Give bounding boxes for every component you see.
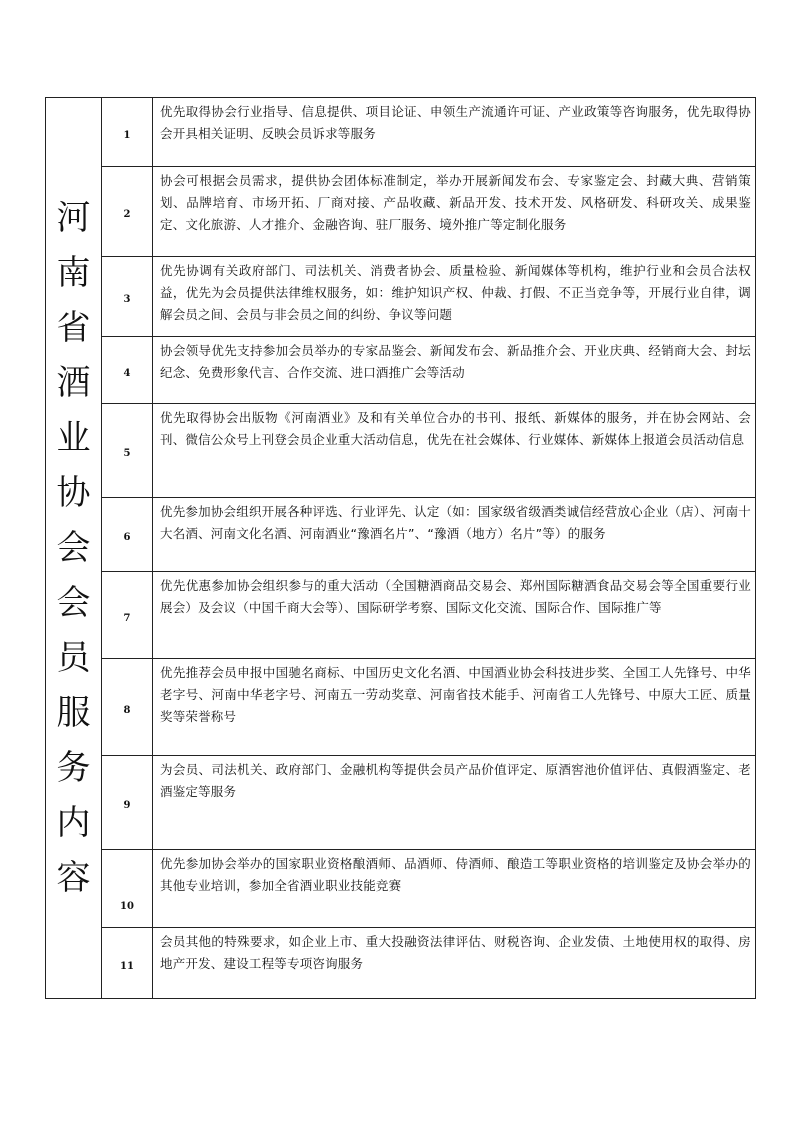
table-row bbox=[46, 928, 756, 999]
table-row bbox=[46, 756, 756, 850]
item-number: 6 bbox=[123, 532, 131, 543]
table-row bbox=[46, 850, 756, 928]
membership-services-table bbox=[45, 97, 756, 999]
item-number: 8 bbox=[123, 704, 131, 716]
item-number-cell bbox=[102, 257, 153, 337]
item-number-cell bbox=[102, 659, 153, 756]
item-text: 优先参加协会举办的国家职业资格酿酒师、品酒师、侍酒师、酿造工等职业资格的培训鉴定及协会举办的其他专业培训，参加全省酒业职业技能竞赛 bbox=[160, 856, 751, 893]
item-number: 5 bbox=[123, 448, 131, 459]
item-number: 9 bbox=[123, 800, 131, 811]
table-row bbox=[46, 404, 756, 498]
table-row bbox=[46, 167, 756, 257]
table-row bbox=[46, 498, 756, 572]
item-text: 协会领导优先支持参加会员举办的专家品鉴会、新闻发布会、新品推介会、开业庆典、经销商大会、封坛纪念、免费形象代言、合作交流、进口酒推广会等活动 bbox=[160, 343, 751, 380]
title-char: 会 bbox=[56, 583, 91, 623]
item-text: 优先优惠参加协会组织参与的重大活动（全国糖酒商品交易会、郑州国际糖酒食品交易会等全国重要行业展会）及会议（中国千商大会等）、国际研学考察、国际文化交流、国际合作、国际推广等 bbox=[160, 578, 751, 615]
item-number: 3 bbox=[123, 294, 131, 305]
item-number: 11 bbox=[120, 960, 134, 972]
title-char: 河 bbox=[56, 198, 91, 238]
item-text: 优先取得协会出版物《河南酒业》及和有关单位合办的书刊、报纸、新媒体的服务，并在协会网站、会刊、微信公众号上刊登会员企业重大活动信息，优先在社会媒体、行业媒体、新媒体上报道会员活动信息 bbox=[160, 410, 751, 447]
item-text: 为会员、司法机关、政府部门、金融机构等提供会员产品价值评定、原酒窖池价值评估、真假酒鉴定、老酒鉴定等服务 bbox=[160, 762, 751, 799]
item-text-cell bbox=[153, 257, 756, 337]
table-row bbox=[46, 337, 756, 404]
item-number-cell bbox=[102, 850, 153, 928]
item-text: 会员其他的特殊要求，如企业上市、重大投融资法律评估、财税咨询、企业发债、土地使用权的取得、房地产开发、建设工程等专项咨询服务 bbox=[160, 934, 751, 971]
item-number: 2 bbox=[123, 209, 131, 220]
title-char: 容 bbox=[56, 858, 91, 898]
item-number: 10 bbox=[120, 901, 134, 912]
item-number-cell bbox=[102, 98, 153, 167]
item-number-cell bbox=[102, 498, 153, 572]
item-text: 优先协调有关政府部门、司法机关、消费者协会、质量检验、新闻媒体等机构，维护行业和会员合法权益，优先为会员提供法律维权服务，如：维护知识产权、仲裁、打假、不正当竞争等，开展行业自律，调解会员之间、会员与非会员之间的纠纷、争议等问题 bbox=[160, 263, 751, 322]
title-char: 服 bbox=[56, 693, 91, 733]
table-row bbox=[46, 572, 756, 659]
title-char: 业 bbox=[56, 418, 91, 458]
item-text: 优先参加协会组织开展各种评选、行业评先、认定（如：国家级省级酒类诚信经营放心企业（店）、河南十大名酒、河南文化名酒、河南酒业“豫酒名片”、“豫酒（地方）名片”等）的服务 bbox=[160, 504, 751, 541]
item-number: 7 bbox=[123, 612, 131, 624]
item-number-cell bbox=[102, 756, 153, 850]
item-text-cell bbox=[153, 337, 756, 404]
title-char: 省 bbox=[56, 308, 91, 348]
table-title-cell bbox=[46, 98, 102, 999]
title-char: 酒 bbox=[56, 363, 91, 403]
item-text: 优先推荐会员申报中国驰名商标、中国历史文化名酒、中国酒业协会科技进步奖、全国工人先锋号、中华老字号、河南中华老字号、河南五一劳动奖章、河南省技术能手、河南省工人先锋号、中原大工匠、质量奖等荣誉称号 bbox=[160, 665, 751, 724]
vertical-title bbox=[46, 198, 101, 898]
item-text: 优先取得协会行业指导、信息提供、项目论证、申领生产流通许可证、产业政策等咨询服务，优先取得协会开具相关证明、反映会员诉求等服务 bbox=[160, 104, 751, 141]
item-number: 1 bbox=[123, 129, 131, 141]
item-text-cell bbox=[153, 572, 756, 659]
title-char: 务 bbox=[56, 748, 91, 788]
item-text-cell bbox=[153, 498, 756, 572]
title-char: 会 bbox=[56, 528, 91, 568]
title-char: 员 bbox=[56, 638, 91, 678]
item-text-cell bbox=[153, 659, 756, 756]
item-number-cell bbox=[102, 167, 153, 257]
item-text-cell bbox=[153, 928, 756, 999]
item-text-cell bbox=[153, 756, 756, 850]
item-number-cell bbox=[102, 572, 153, 659]
title-char: 协 bbox=[56, 473, 91, 513]
item-text-cell bbox=[153, 404, 756, 498]
item-text-cell bbox=[153, 850, 756, 928]
item-text-cell bbox=[153, 167, 756, 257]
item-number-cell bbox=[102, 337, 153, 404]
table-row bbox=[46, 98, 756, 167]
item-number-cell bbox=[102, 928, 153, 999]
title-char: 南 bbox=[56, 253, 91, 293]
title-char: 内 bbox=[56, 803, 91, 843]
table-row bbox=[46, 659, 756, 756]
item-text: 协会可根据会员需求，提供协会团体标准制定，举办开展新闻发布会、专家鉴定会、封藏大典、营销策划、品牌培育、市场开拓、厂商对接、产品收藏、新品开发、技术开发、风格研发、科研攻关、成果鉴定、文化旅游、人才推介、金融咨询、驻厂服务、境外推广等定制化服务 bbox=[160, 173, 751, 232]
table-row bbox=[46, 257, 756, 337]
item-text-cell bbox=[153, 98, 756, 167]
item-number-cell bbox=[102, 404, 153, 498]
item-number: 4 bbox=[123, 367, 131, 379]
